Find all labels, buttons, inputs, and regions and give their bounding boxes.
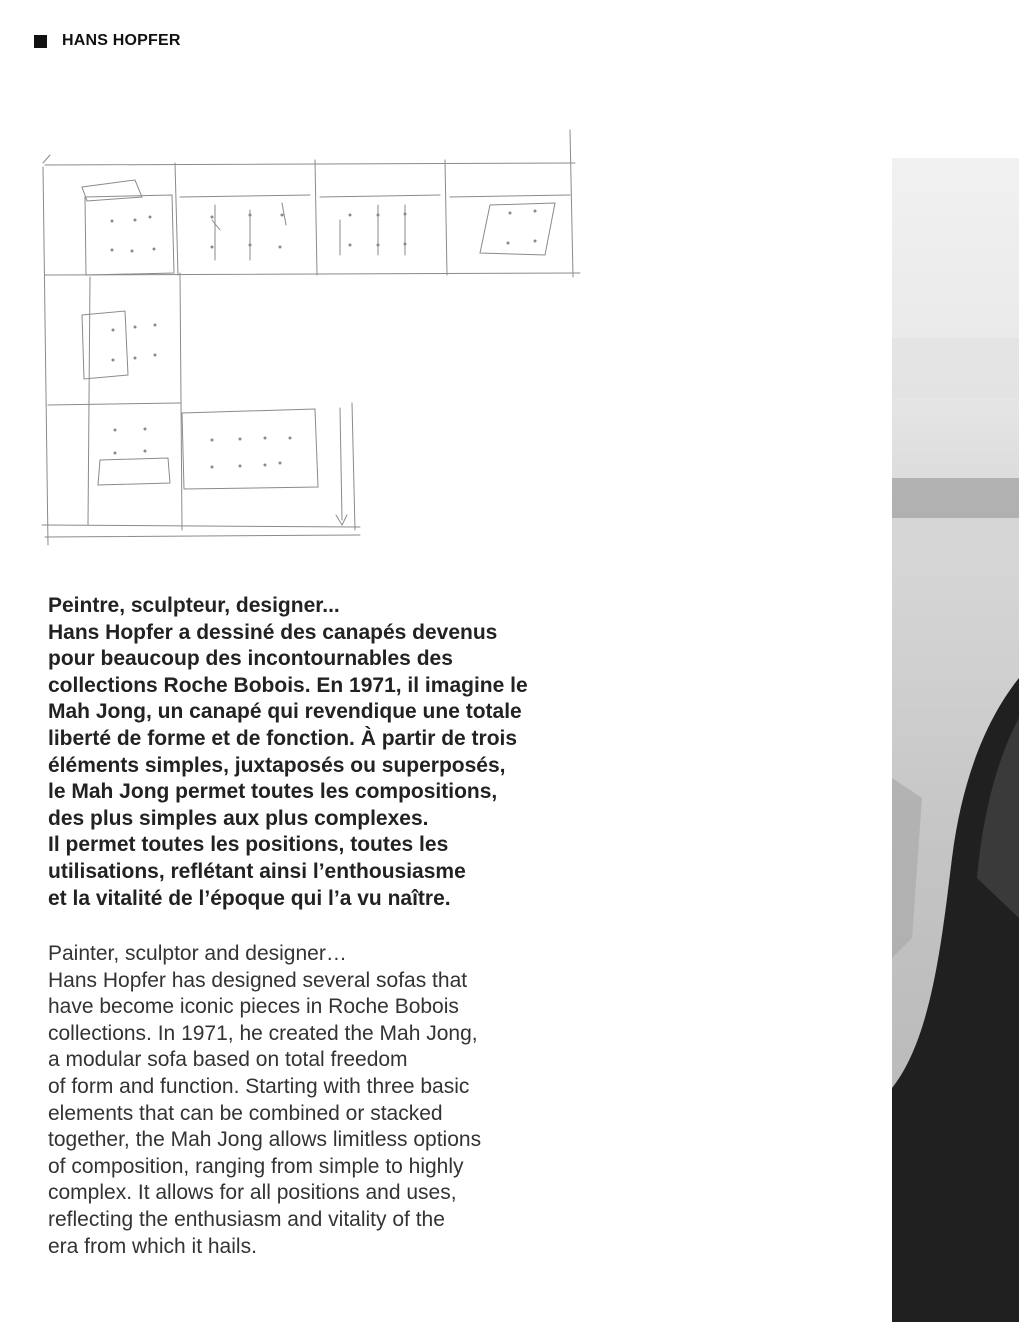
designer-name: HANS HOPFER (62, 32, 181, 49)
sofa-sketch (40, 125, 585, 550)
page-header (34, 32, 181, 50)
portrait-photo (892, 158, 1019, 1322)
description-french: Peintre, sculpteur, designer... Hans Hopfer a dessiné des canapés devenus pour beaucoup des incontournables des collections Roche Bobois. En 1971, il imagine le Mah Jong, un canapé qui revendique une totale liberté de forme et de fonction. À partir de trois éléments simples, juxtaposés ou superposés, le Mah Jong permet toutes les compositions, des plus simples aux plus complexes. Il permet toutes les positions, toutes les utilisations, reflétant ainsi l’enthousiasme et la vitalité de l’époque qui l’a vu naître. (48, 594, 528, 910)
header-square-icon (34, 35, 47, 48)
description-english: Painter, sculptor and designer… Hans Hopfer has designed several sofas that have become iconic pieces in Roche Bobois collections. In 1971, he created the Mah Jong, a modular sofa based on total freedom of form and function. Starting with three basic elements that can be combined or stacked together, the Mah Jong allows limitless options of composition, ranging from simple to highly complex. It allows for all positions and uses, reflecting the enthusiasm and vitality of the era from which it hails. (48, 942, 482, 1258)
portrait-photo-shapes (892, 158, 1019, 1322)
